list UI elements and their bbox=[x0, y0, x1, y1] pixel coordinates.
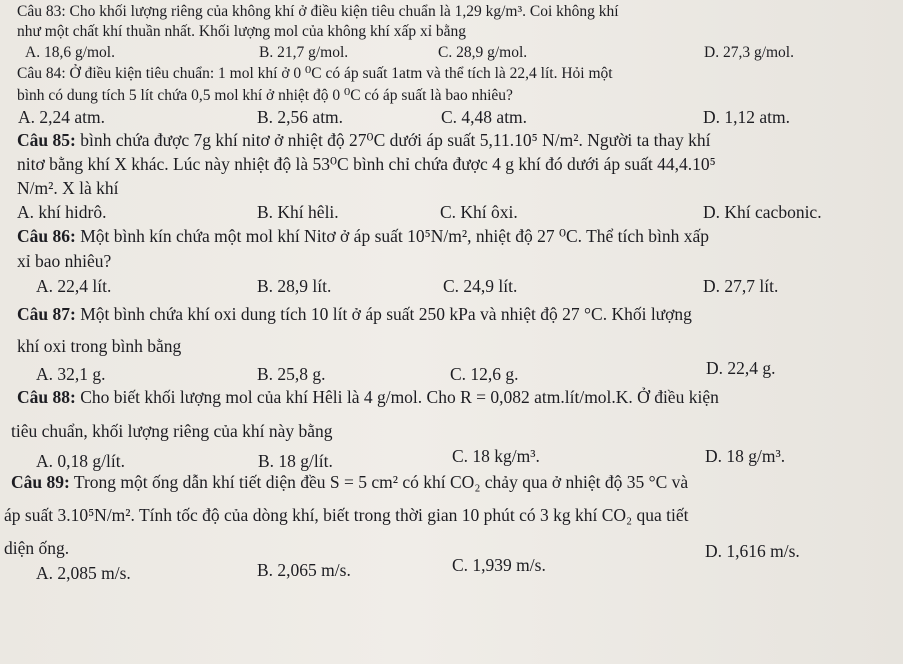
question-85-option-d[interactable]: D. Khí cacbonic. bbox=[703, 202, 822, 222]
question-89-option-b[interactable]: B. 2,065 m/s. bbox=[257, 560, 351, 580]
question-86-line-2: xỉ bao nhiêu? bbox=[17, 251, 112, 271]
question-84-option-b[interactable]: B. 2,56 atm. bbox=[257, 107, 344, 127]
question-83-option-b[interactable]: B. 21,7 g/mol. bbox=[259, 44, 349, 61]
question-86-option-a[interactable]: A. 22,4 lít. bbox=[36, 276, 112, 296]
question-85-option-a[interactable]: A. khí hidrô. bbox=[17, 202, 107, 222]
question-84-option-d[interactable]: D. 1,12 atm. bbox=[703, 107, 791, 127]
question-86-option-d[interactable]: D. 27,7 lít. bbox=[703, 276, 779, 296]
question-83-option-a[interactable]: A. 18,6 g/mol. bbox=[25, 44, 115, 61]
question-84-option-c[interactable]: C. 4,48 atm. bbox=[441, 107, 528, 127]
question-87-line-1 bbox=[17, 304, 692, 325]
question-85-label: Câu 85: bbox=[17, 130, 76, 150]
question-86-line-1 bbox=[17, 226, 709, 247]
question-89-line-1 bbox=[11, 472, 688, 493]
question-87-option-c[interactable]: C. 12,6 g. bbox=[450, 364, 519, 384]
question-86-option-b[interactable]: B. 28,9 lít. bbox=[257, 276, 332, 296]
question-89-label: Câu 89: bbox=[11, 472, 70, 492]
question-85-line-2: nitơ bằng khí X khác. Lúc này nhiệt độ là 53⁰C bình chỉ chứa được 4 g khí đó dưới áp suất 44,4.10⁵ bbox=[17, 154, 716, 174]
question-83-text-1: Cho khối lượng riêng của không khí ở điều kiện tiêu chuẩn là 1,29 kg/m³. Coi không khí bbox=[69, 3, 619, 20]
question-85-line-1 bbox=[17, 130, 710, 151]
question-88-text-1: Cho biết khối lượng mol của khí Hêli là 4 g/mol. Cho R = 0,082 atm.lít/mol.K. Ở điều kiện bbox=[80, 387, 719, 407]
question-87-line-2: khí oxi trong bình bằng bbox=[17, 336, 182, 356]
question-83-line-2: như một chất khí thuần nhất. Khối lượng mol của không khí xấp xỉ bằng bbox=[17, 23, 467, 40]
question-89-line-3: diện ống. bbox=[4, 538, 70, 558]
question-84-option-a[interactable]: A. 2,24 atm. bbox=[18, 107, 106, 127]
question-84-label: Câu 84: bbox=[17, 65, 66, 82]
question-87-label: Câu 87: bbox=[17, 304, 76, 324]
question-89-option-d[interactable]: D. 1,616 m/s. bbox=[705, 541, 800, 561]
question-89-text-1: Trong một ống dẫn khí tiết diện đều S = 5 cm² có khí CO₂ chảy qua ở nhiệt độ 35 °C và bbox=[73, 472, 689, 492]
question-88-option-a[interactable]: A. 0,18 g/lít. bbox=[36, 451, 125, 471]
question-89-option-a[interactable]: A. 2,085 m/s. bbox=[36, 563, 131, 583]
question-88-option-c[interactable]: C. 18 kg/m³. bbox=[452, 446, 540, 466]
question-85-line-3: N/m². X là khí bbox=[17, 178, 119, 198]
question-89-option-c[interactable]: C. 1,939 m/s. bbox=[452, 555, 546, 575]
question-88-line-1 bbox=[17, 387, 719, 408]
question-83-option-c[interactable]: C. 28,9 g/mol. bbox=[438, 44, 528, 61]
question-84-text-1: Ở điều kiện tiêu chuẩn: 1 mol khí ở 0 ⁰C có áp suất 1atm và thể tích là 22,4 lít. Hỏi một bbox=[69, 65, 613, 82]
question-84-line-1 bbox=[17, 64, 613, 83]
question-85-option-b[interactable]: B. Khí hêli. bbox=[257, 202, 339, 222]
question-88-option-b[interactable]: B. 18 g/lít. bbox=[258, 451, 333, 471]
question-88-label: Câu 88: bbox=[17, 387, 76, 407]
question-83-label: Câu 83: bbox=[17, 3, 66, 20]
question-88-line-2: tiêu chuẩn, khối lượng riêng của khí này bằng bbox=[11, 421, 333, 441]
question-85-option-c[interactable]: C. Khí ôxi. bbox=[440, 202, 518, 222]
question-85-text-1: bình chứa được 7g khí nitơ ở nhiệt độ 27⁰C dưới áp suất 5,11.10⁵ N/m². Người ta thay khí bbox=[80, 130, 711, 150]
question-83-line-1 bbox=[17, 3, 619, 21]
question-83-option-d[interactable]: D. 27,3 g/mol. bbox=[704, 44, 794, 61]
question-87-option-a[interactable]: A. 32,1 g. bbox=[36, 364, 106, 384]
question-86-label: Câu 86: bbox=[17, 226, 76, 246]
question-84-line-2: bình có dung tích 5 lít chứa 0,5 mol khí ở nhiệt độ 0 ⁰C có áp suất là bao nhiêu? bbox=[17, 87, 513, 104]
question-88-option-d[interactable]: D. 18 g/m³. bbox=[705, 446, 786, 466]
question-87-text-1: Một bình chứa khí oxi dung tích 10 lít ở áp suất 250 kPa và nhiệt độ 27 °C. Khối lượng bbox=[80, 304, 692, 324]
question-86-text-1: Một bình kín chứa một mol khí Nitơ ở áp suất 10⁵N/m², nhiệt độ 27 ⁰C. Thể tích bình xấp bbox=[80, 226, 710, 246]
question-87-option-d[interactable]: D. 22,4 g. bbox=[706, 358, 776, 378]
question-87-option-b[interactable]: B. 25,8 g. bbox=[257, 364, 326, 384]
question-86-option-c[interactable]: C. 24,9 lít. bbox=[443, 276, 518, 296]
question-89-line-2: áp suất 3.10⁵N/m². Tính tốc độ của dòng khí, biết trong thời gian 10 phút có 3 kg khí CO₂ qua tiết bbox=[4, 505, 689, 525]
